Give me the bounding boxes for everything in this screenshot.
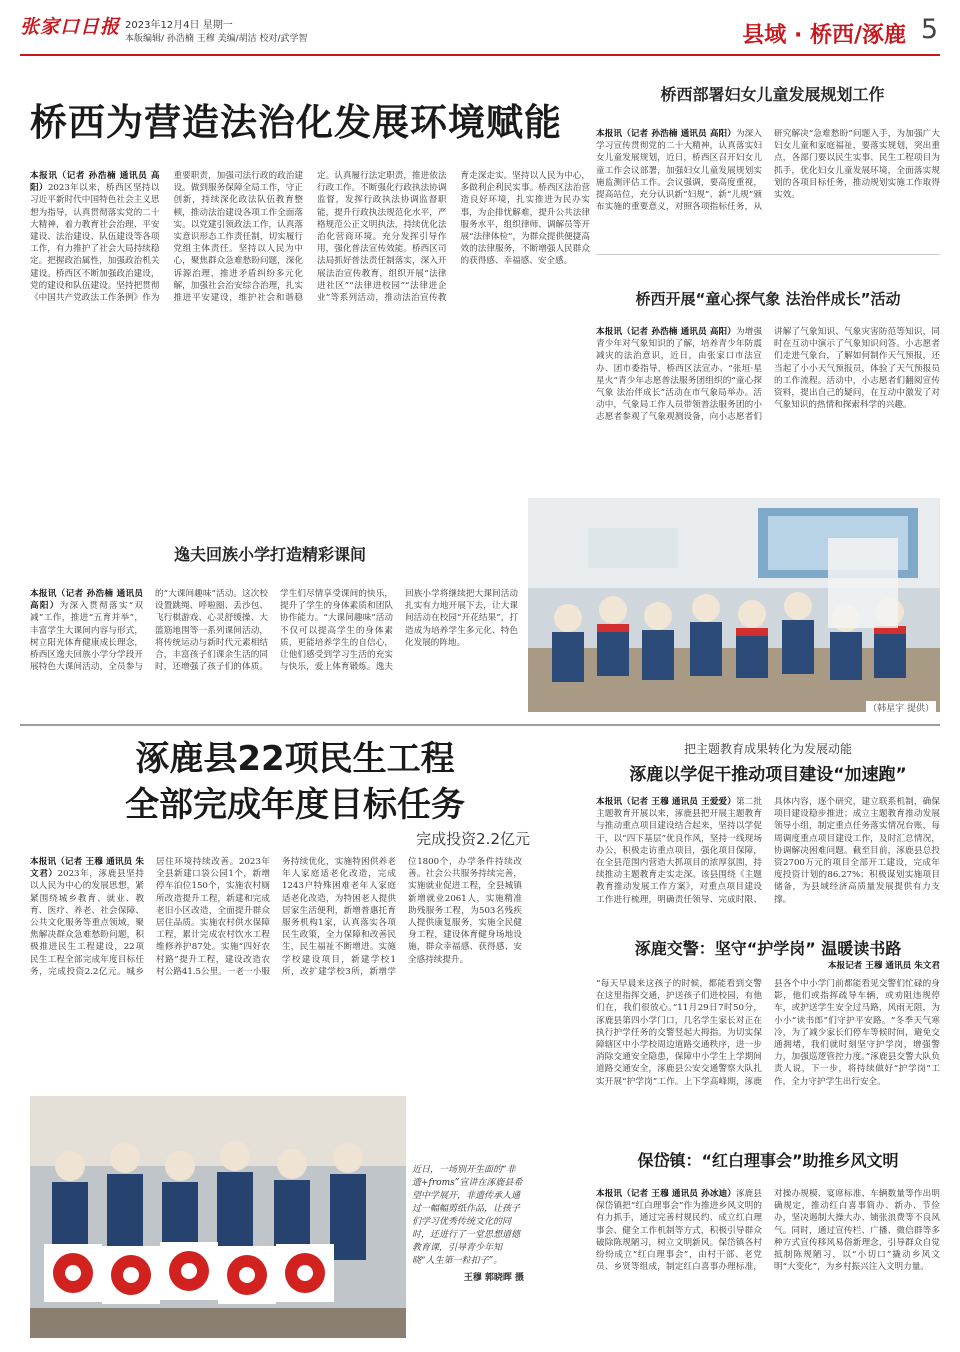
article-2-body xyxy=(596,128,940,244)
masthead xyxy=(0,0,960,62)
article-6-headline: 涿鹿以学促干推动项目建设“加速跑” xyxy=(629,765,907,785)
photo-illustration xyxy=(528,498,940,712)
article-1-byline: 本报讯（记者 孙浩楠 通讯员 高阳） xyxy=(30,171,160,194)
article-7-text: “每天早晨来这孩子的时候，都能看到交警在这里指挥交通，护送孩子们进校园，有他们在，我们很放心。”11月29日7时50分，涿鹿县第四小学门口，几名学生家长对正在执行护学任务的交警竖起大拇指。为切实保障辖区中小学校周边道路交通秩序，进一步消除交通安全隐患，保障中小学生上学期间道路交通安全，涿鹿县公安交通警察大队扎实开展“护学岗”工作。上下学高峰期，涿鹿县各个中小学门前都能看见交警们忙碌的身影，他们或指挥疏导车辆，或劝阻违规停车，或护送学生安全过马路，风雨无阻，为小小“读书郎”们守护平安路。“冬季天气寒冷，为了减少家长们停车等候时间，避免交通拥堵，我们就时刻坚守护学岗，增强警力，加强巡逻管控力度。”涿鹿县交警大队负责人说，下一步，将持续做好“护学岗”工作，全力守护学生出行安全。 xyxy=(596,979,940,1087)
article-5-byline: 本报讯（记者 王穆 通讯员 朱文君） xyxy=(30,857,144,880)
article-3-headline: 桥西开展“童心探气象 法治伴成长”活动 xyxy=(635,290,901,308)
article-6-text: 第二批主题教育开展以来，涿鹿县把开展主题教育与推动重点项目建设结合起来，坚持以学促干，以“四下基层”优良作风，坚持一线现场办公，积极走访重点项目，强化项目保障，在全县范围内营造大抓项目的浓厚氛围，持续推动主题教育走实走深。该县围绕《主题教育推动发展工作方案》，对重点项目建设工作进行梳理，明确责任领导、完成时限、具体内容，逐个研究，建立联系机制，确保项目建设稳步推进；成立主题教育推动发展领导小组，制定重点任务落实情况台账，每周调度重点项目建设工作，及时汇总情况，协调解决困难问题。截至目前，涿鹿县总投资2700万元的项目全部开工建设，完成年度投资计划的86.27%；积极谋划实施项目储备，为县域经济高质量发展提供有力支撑。 xyxy=(596,797,940,905)
weather-activity-photo xyxy=(528,498,940,712)
article-4-headline: 逸夫回族小学打造精彩课间 xyxy=(173,545,366,564)
article-5-headline xyxy=(60,736,530,828)
article-6-kicker: 把主题教育成果转化为发展动能 xyxy=(683,742,852,756)
article-1-text: 2023年以来，桥西区坚持以习近平新时代中国特色社会主义思想为指导，认真贯彻落实党的二十大精神，着力教育社会治理、平安建设、法治建设、队伍建设等各项工作，有力推护了社会大局持续稳定。把握政治属性，加强政治机关建设。桥西区不断加强政治建设，党的建设和队伍建设。坚持把贯彻《中国共产党政法工作条例》作为重要职责，加强司法行政的政治建设。做到服务保障全局工作，守正创新，持续深化政法队伍教育整顿，推动法治建设各项工作全面落实。以党建引领政法工作，认真落实意识形态工作责任制，切实履行党组主体责任。坚持以人民为中心，聚焦群众急难愁盼问题，深化诉源治理，推进矛盾纠纷多元化解，加强社会治安综合治理，扎实推进平安建设，维护社会和谐稳定。认真履行法定职责，推进依法行政工作。不断强化行政执法协调监督，发挥行政执法协调监督职能，提升行政执法规范化水平，严格规范公正文明执法，持续优化法治化营商环境。充分发挥引导作用，强化普法宣传效能。桥西区司法局抓好普法责任制落实，深入开展法治宣传教育，组织开展“法律进社区”“法律进校园”“法律进企业”等系列活动，推动法治宣传教育走深走实。坚持以人民为中心，多做利企利民实事。桥西区法治营造良好环境，扎实推进为民办实事，为企排忧解难，提升公共法律服务水平，组织律师、调解员等开展“法律体检”，为群众提供便捷高效的法律服务，不断增强人民群众的获得感、幸福感、安全感。 xyxy=(30,171,590,304)
article-4-text: 为深入贯彻落实“双减”工作，推进“五育并举”，丰富学生大课间内容与形式，树立阳光体育健康成长理念，桥西区逸夫回族小学分学段开展特色大课间活动，全员参与的“大课间趣味”活动。这次校设置跳绳、呼啦圈、丢沙包、飞行棋游戏、心灵舒缓操、大篮筋地围等一系列课间活动，将传统运动与新时代元素相结合，丰富孩子们课余生活的同时，还增强了孩子们的体质。学生们尽情享受课间的快乐，提升了学生的身体素质和团队协作能力。“大课间趣味”活动不仅可以提高学生的身体素质，更能培养学生的自信心，让他们感受到学习生活的充实与快乐，爱上体育锻炼。逸夫回族小学将继续把大课间活动扎实有力地开展下去，让大课间活动在校园“开花结果”，打造成为培养学生多元化、特色化发展的阵地。 xyxy=(30,589,518,673)
article-6-body xyxy=(596,796,940,916)
article-5-text: 2023年，涿鹿县坚持以人民为中心的发展思想，紧紧围绕城乡教育、就业、教育、医疗、养老、社会保障、公共文化服务等重点领域，聚焦解决群众急难愁盼问题，积极推进民生工程建设，22项民生工程全部完成年度目标任务，完成投资2.2亿元。城乡居住环境持续改善。2023年全县新建口袋公园1个，新增停车泊位150个，实施农村厕所改造提升工程，新建和完成老旧小区改造，全面提升群众居住品质。实施农村供水保障工程，累计完成农村饮水工程维修养护87处。实施“四好农村路”提升工程，建设改造农村公路41.5公里。一老一小服务持续优化，实施特困供养老年人家庭适老化改造，完成1243户特殊困难老年人家庭适老化改造，为特困老人提供居家生活便利，新增普惠托育服务机构1家，认真落实各项民生政策，全力保障和改善民生，民生福祉不断增进。实施学校建设项目，新建学校1所，改扩建学校3所，新增学位1800个，办学条件持续改善。社会公共服务持续完善，实施就业促进工程，全县城镇新增就业2061人，实施精准助残服务工程，为503名残疾人提供康复服务，实施全民健身工程，建设体育健身场地设施，群众幸福感、获得感、安全感持续提升。 xyxy=(30,857,522,977)
article-6-byline: 本报讯（记者 王穆 通讯员 王爱爱） xyxy=(596,797,736,807)
article-4-body xyxy=(30,588,518,712)
masthead-rule xyxy=(20,54,940,56)
photo-2-caption-text: 近日，一场别开生面的“非遗+froms”宣讲在涿鹿县希望中学展开，非遗传承人通过一幅幅剪纸作品，让孩子们学习优秀传统文化的同时，还进行了一堂思想道德教育课，引导青少年知晓“人生第一粒扣子”。 xyxy=(412,1165,523,1266)
section-title: 县域 · 桥西/涿鹿 xyxy=(742,23,906,48)
article-8-text: 涿鹿县保岱镇把“红白理事会”作为推进乡风文明的有力抓手，通过完善村规民约、成立红白理事会、健全工作机制等方式，积极引导群众破除陈规陋习，树立文明新风。保岱镇各村纷纷成立“红白理事会”，由村干部、老党员、乡贤等组成，制定红白喜事办理标准，对操办规模、宴席标准、车辆数量等作出明确规定，推动红白喜事简办、新办、节俭办，坚决遏制大操大办、铺张浪费等不良风气。同时，通过宣传栏、广播、微信群等多种方式宣传移风易俗新理念，引导群众自觉抵制陈规陋习，以“小切口”撬动乡风文明“大变化”，为乡村振兴注入文明力量。 xyxy=(596,1189,940,1273)
article-7-byline: 本报记者 王穆 通讯员 朱文君 xyxy=(827,961,940,971)
article-7-body xyxy=(596,978,940,1116)
article-2-text: 为深入学习宣传贯彻党的二十大精神，认真落实妇女儿童发展规划，近日，桥西区召开妇女儿童工作会议部署，加强妇女儿童发展规划实施监测评估工作。会议强调，要高度重视，提高站位，充分认识新“妇规”、新“儿规”颁布实施的重要意义，对照各项指标任务，从研究解决“急难愁盼”问题入手，为加强广大妇女儿童和家庭福祉，要落实规划，突出重点，各部门要以民生实事、民生工程项目为抓手，优化妇女儿童发展环境，全面落实规划的各项目标任务，推动规划实施工作取得实效。 xyxy=(596,129,940,213)
article-8-headline: 保岱镇：“红白理事会”助推乡风文明 xyxy=(637,1151,899,1170)
article-2-byline: 本报讯（记者 孙浩楠 通讯员 高阳） xyxy=(596,129,736,139)
section-divider xyxy=(20,724,940,726)
article-3-body xyxy=(596,326,940,490)
paper-cutting-photo xyxy=(30,1096,406,1338)
article-3-byline: 本报讯（记者 孙浩楠 通讯员 高阳） xyxy=(596,327,736,337)
divider xyxy=(596,254,940,255)
article-1-body xyxy=(30,170,590,514)
article-3-text: 为增强青少年对气象知识的了解，培养青少年防震减灾的法治意识，近日，由张家口市法宣办、团市委指导，桥西区法宣办、“张垣·星星火”青少年志愿普法服务团组织的“童心探气象 法治伴成长”活动在市气象局举办。活动中，气象局工作人员带领普法服务团的小志愿者参观了气象观测设备，向小志愿者们讲解了气象知识、气象灾害防范等知识，同时在互动中演示了气象知识问答。小志愿者们走进气象台，了解如何制作天气预报，还当起了小小天气预报员，体验了天气预报员的工作流程。活动中，小志愿者们翻阅宣传资料，提出自己的疑问，在互动中激发了对气象知识的热情和探索科学的兴趣。 xyxy=(596,327,940,423)
photo-2-photographer: 王穆 郭晓晖 摄 xyxy=(463,1273,524,1283)
page-editors: 本版编辑/ 孙浩楠 王穆 美编/胡洁 校对/武学智 xyxy=(125,34,308,44)
photo-1-credit: （韩星宇 提供） xyxy=(866,701,936,712)
issue-date: 2023年12月4日 星期一 xyxy=(125,20,233,31)
photo-illustration-2 xyxy=(30,1096,406,1338)
article-5-subhead: 完成投资2.2亿元 xyxy=(416,830,530,848)
article-7-headline: 涿鹿交警：坚守“护学岗” 温暖读书路 xyxy=(634,939,902,958)
article-8-byline: 本报讯（记者 王穆 通讯员 孙冰迪） xyxy=(596,1189,736,1199)
article-5-headline-line1: 涿鹿县22项民生工程 xyxy=(135,739,455,779)
article-8-body xyxy=(596,1188,940,1334)
article-5-body xyxy=(30,856,522,1088)
article-4-byline: 本报讯（记者 孙浩楠 通讯员 高阳） xyxy=(30,589,143,612)
page-number: 5 xyxy=(920,14,938,45)
article-1-headline: 桥西为营造法治化发展环境赋能 xyxy=(30,101,562,144)
article-5-headline-line2: 全部完成年度目标任务 xyxy=(125,785,465,825)
newspaper-logo: 张家口日报 xyxy=(20,16,121,38)
article-2-headline: 桥西部署妇女儿童发展规划工作 xyxy=(660,85,885,104)
photo-2-caption xyxy=(412,1164,524,1285)
